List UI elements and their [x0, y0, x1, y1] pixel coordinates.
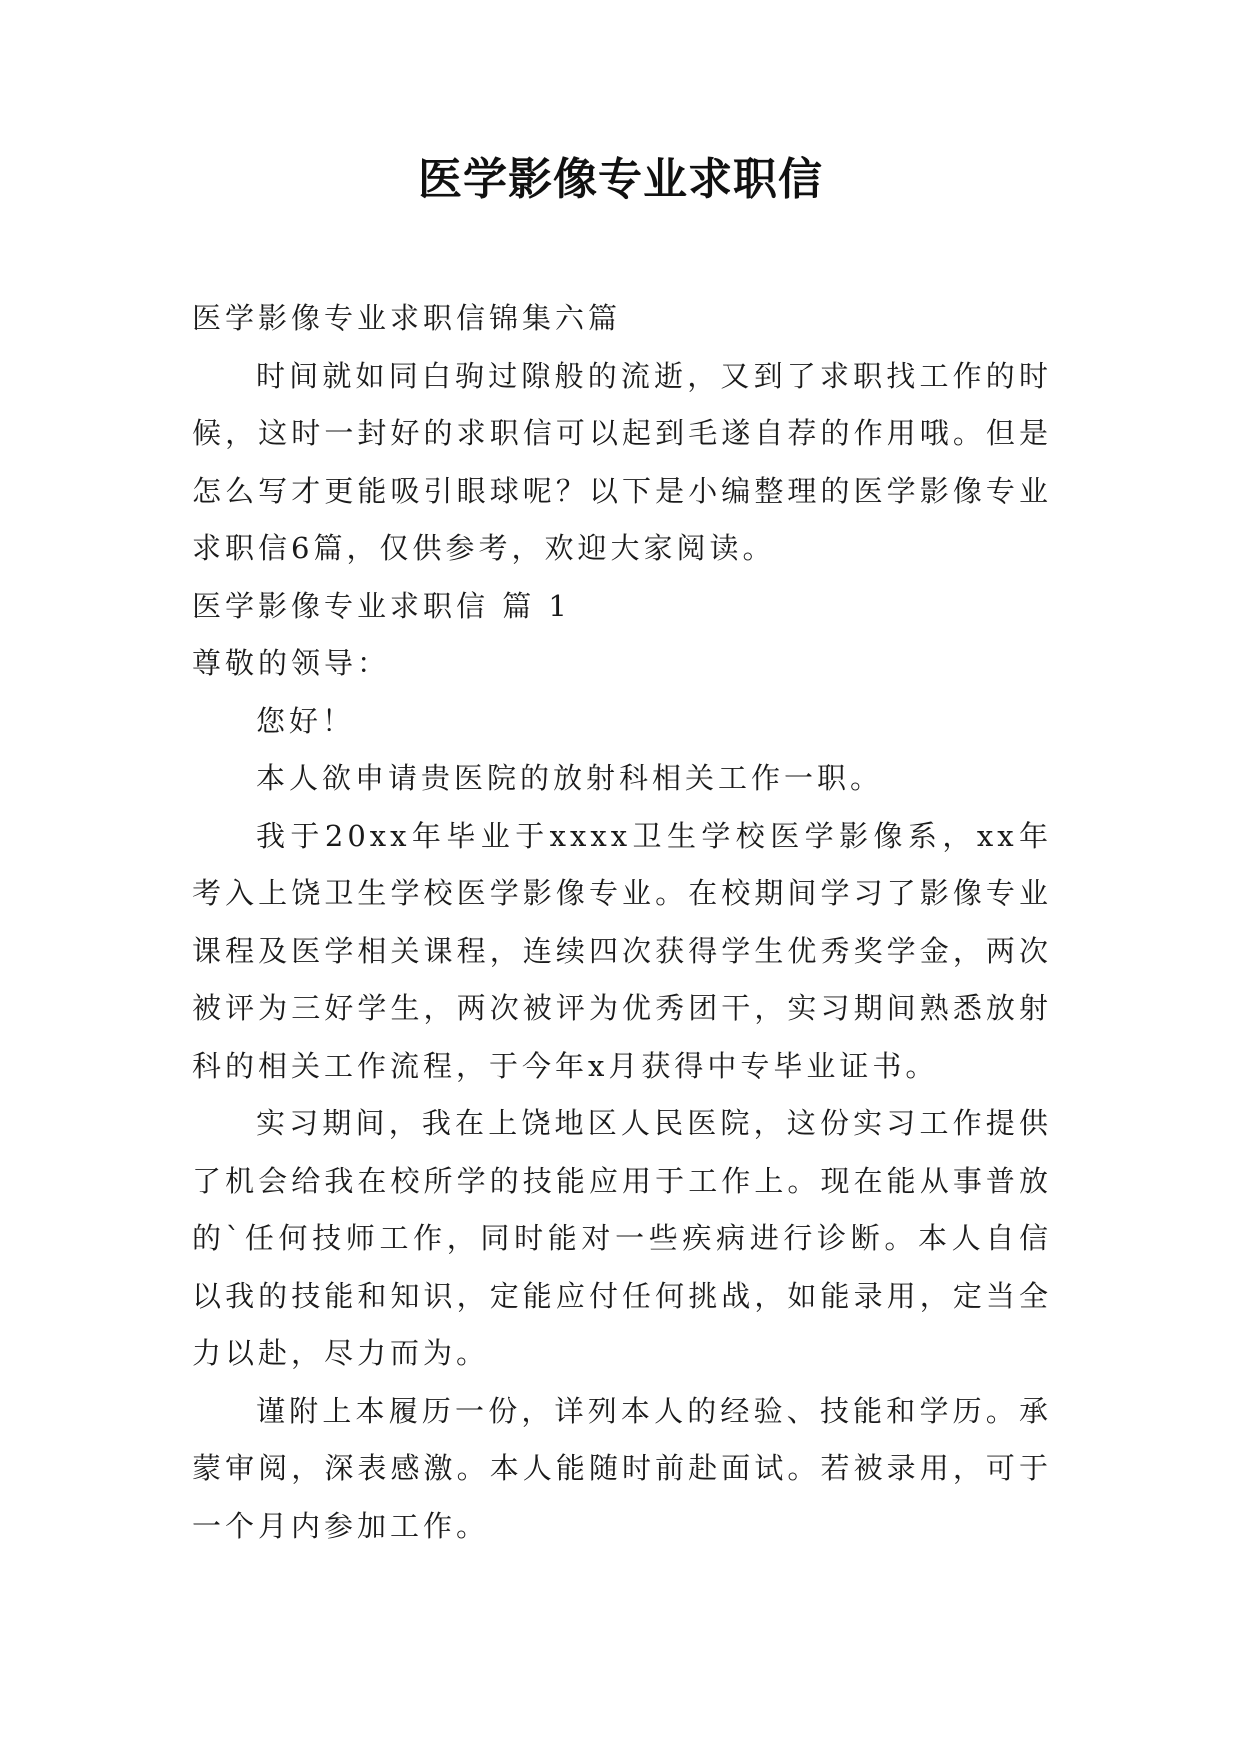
document-title: 医学影像专业求职信 [418, 154, 823, 205]
body-paragraph: 谨附上本履历一份，详列本人的经验、技能和学历。承蒙审阅，深表感激。本人能随时前赴面试。若被录用，可于一个月内参加工作。 [192, 1393, 1052, 1543]
salutation: 尊敬的领导： [192, 646, 391, 680]
document-subtitle: 医学影像专业求职信锦集六篇 [192, 301, 622, 335]
greeting: 您好！ [256, 703, 356, 738]
body-paragraph: 实习期间，我在上饶地区人民医院，这份实习工作提供了机会给我在校所学的技能应用于工作上。现在能从事普放的`任何技师工作，同时能对一些疾病进行诊断。本人自信以我的技能和知识，定能应付任何挑战，如能录用，定当全力以赴，尽力而为。 [192, 1106, 1052, 1370]
document-body [192, 290, 1052, 1555]
body-paragraph: 本人欲申请贵医院的放射科相关工作一职。 [256, 761, 884, 795]
section-heading: 医学影像专业求职信 篇 1 [192, 588, 571, 623]
intro-paragraph: 时间就如同白驹过隙般的流逝，又到了求职找工作的时候，这时一封好的求职信可以起到毛遂自荐的作用哦。但是怎么写才更能吸引眼球呢？以下是小编整理的医学影像专业求职信6篇，仅供参考，欢迎大家阅读。 [192, 358, 1052, 565]
body-paragraph: 我于20xx年毕业于xxxx卫生学校医学影像系，xx年考入上饶卫生学校医学影像专业。在校期间学习了影像专业课程及医学相关课程，连续四次获得学生优秀奖学金，两次被评为三好学生，两次被评为优秀团干，实习期间熟悉放射科的相关工作流程，于今年x月获得中专毕业证书。 [192, 818, 1052, 1083]
